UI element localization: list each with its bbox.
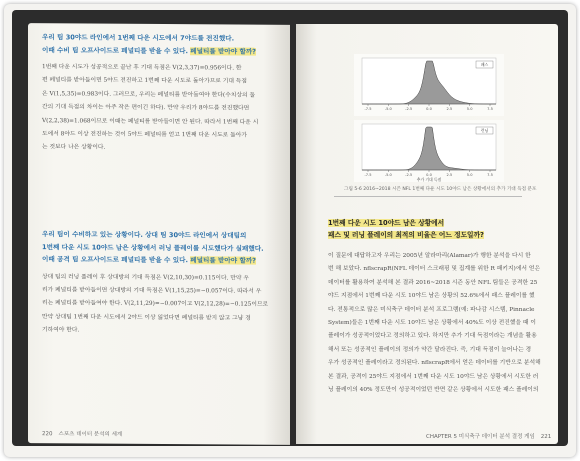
question-heading: 우리 팀 30야드 라인에서 1번째 다운 시도에서 7야드를 전진했다. — [42, 33, 235, 43]
legend-label: 패스 — [480, 62, 489, 68]
figure-caption: 그림 5-6 2016~2018 시즌 NFL 1번째 다운 시도 10야드 남은 상황에서의 추가 기대 득점 분포 — [344, 187, 537, 192]
right-section — [328, 217, 552, 397]
body-line: 는 것보다 나은 상황이다. — [42, 144, 106, 152]
body-line: 은 V(1,5,35)=0.983이다. 그러므로, 우리는 페널티를 받아들여야 한다(수치상의 둘 — [42, 90, 256, 99]
page-number: 220 — [42, 431, 53, 438]
x-tick-label: 2.5 — [446, 107, 453, 111]
divider — [334, 196, 522, 197]
x-tick-label: 5.0 — [466, 107, 473, 111]
body-line: 본 결과, 공격이 25야드 지점에서 1번째 다운 시도 10야드 남은 상황에서 시도한 러 — [328, 373, 539, 380]
question-heading: 이때 수비 팀 오프사이드로 페널티를 받을 수 있다. 페널티를 받아야 할까? — [42, 45, 257, 56]
pass-chart — [354, 54, 504, 116]
body-line: 상대 팀의 러닝 플레이 후 상대방의 기대 득점은 V(2,10,30)=0.115이다. 만약 우 — [42, 273, 249, 282]
x-tick-label: 0.0 — [426, 107, 432, 111]
body-line: 다. 전통적으로 많은 미식축구 데이터 분석 프로그램(예: 파나감 시스템, Pinnacle — [328, 306, 535, 313]
x-tick-label: 2.5 — [446, 173, 453, 177]
body-text — [328, 250, 552, 397]
question-heading: 1번째 다운 시도 10야드 남은 상황에서 러닝 플레이를 시도했다가 실패했다. — [42, 242, 264, 253]
run-distribution-chart — [354, 120, 504, 182]
book-title: 스포츠 데이터 분석의 세계 — [58, 431, 123, 438]
x-tick-label: -5.0 — [384, 173, 392, 177]
legend-label: 런닝 — [480, 128, 489, 134]
right-page — [296, 24, 558, 444]
body-line: 이 질문에 대답하고자 우리는 2005년 알라마리(Alamar)가 행한 분석을 다시 한 — [328, 253, 531, 259]
body-line: 간의 기대 득점의 차이는 아주 작은 편이긴 하다). 만약 우리가 8야드를 전진했다면 — [42, 104, 250, 112]
section-heading: 1번째 다운 시도 10야드 남은 상황에서 — [328, 219, 445, 227]
body-line: 플레이가 성공적이었다고 정의하고 있다. 하지만 추가 기대 득점이라는 개념을 활용 — [328, 333, 537, 340]
body-line: 리는 페널티를 받아들여야 한다. V(2,11,29)=−0.007이고 V(2,12,28)=−0.125이므로 — [42, 300, 269, 309]
body-line: 해서 또는 성공적인 플레이의 정의가 약간 달라진다. 즉, 기대 득점이 늘어나는 경 — [328, 346, 532, 353]
highlight: 페널티를 받아야 할까? — [190, 46, 257, 56]
x-tick-label: -5.0 — [384, 107, 392, 111]
body-text — [42, 271, 282, 340]
body-text — [42, 61, 282, 157]
body-line: 번 해 보았다. nflscrapR(NFL 데이터 스크래핑 및 집계를 위한 R 패키지)에서 얻은 — [328, 266, 541, 273]
x-tick-label: 7.5 — [487, 173, 493, 177]
body-line: 1번째 다운 시도가 성공적으로 끝난 후 기대 득점은 V(2,3,37)=0.956이다. 한 — [42, 64, 242, 72]
x-tick-label: -2.5 — [405, 107, 413, 111]
question-heading: 우리 팀이 수비하고 있는 상황이다. 상대 팀 30야드 라인에서 상대팀의 — [42, 230, 247, 240]
run-chart — [354, 120, 504, 182]
body-line: 리가 페널티를 받아들이면 상대방의 기대 득점은 V(1,15,25)=−0.057이다. 따라서 우 — [42, 287, 262, 295]
body-line: 닝 플레이의 40% 정도만이 성공적이었던 반면 같은 상황에서 시도한 패스 플레이의 — [328, 387, 539, 394]
question-heading: 이때 공격 팀 오프사이드로 페널티를 받을 수 있다. 페널티를 받아야 할까? — [42, 255, 257, 265]
x-tick-label: -7.5 — [364, 173, 372, 177]
x-tick-label: -2.5 — [405, 173, 413, 177]
pass-distribution-chart — [354, 54, 504, 116]
x-axis-label: 추가 기대 득점 — [416, 177, 442, 182]
left-section-1 — [42, 31, 282, 157]
left-section-2 — [42, 228, 282, 339]
chapter-title: CHAPTER 5 미식축구 데이터 분석 결정 게임 — [426, 434, 535, 440]
body-line: 기하여야 한다. — [42, 327, 80, 334]
x-tick-label: 7.5 — [487, 107, 493, 111]
body-line: 야드 지점에서 1번째 다운 시도 10야드 남은 상황의 52.6%에서 패스 플레이를 했 — [328, 293, 535, 300]
body-line: 도에서 8야드 이상 전진하는 것이 5야드 페널티를 얻고 1번째 다운 시도로 돌아가 — [42, 131, 247, 139]
body-line: 우가 성공적인 플레이라고 정의된다. nflscrapR에서 얻은 데이터를 기반으로 분석해 — [328, 360, 541, 367]
left-page — [28, 23, 290, 445]
body-line: 편 페널티를 받아들이면 5야드 전진하고 1번째 다운 시도로 돌아가므로 기대 득점 — [42, 77, 247, 86]
x-tick-label: 5.0 — [466, 173, 473, 177]
body-line: 만약 상대팀 1번째 다운 시도에서 2야드 이상 잃었다면 페널티를 받지 않고 그냥 경 — [42, 313, 251, 322]
page-footer — [42, 429, 122, 438]
page-number: 221 — [540, 434, 552, 440]
body-line: 데이터를 활용하여 분석해 본 결과 2016~2018 시즌 동안 NFL 팀들은 공격한 25 — [328, 279, 538, 286]
section-heading: 패스 및 러닝 플레이의 최적의 비율은 어느 정도일까? — [328, 231, 484, 239]
body-line: System)들은 1번째 다운 시도 10야드 남은 상황에서 40%도 이상 전진했을 때 이 — [328, 320, 536, 327]
x-tick-label: -7.5 — [364, 107, 372, 111]
x-tick-label: 0.0 — [426, 173, 432, 177]
open-book — [12, 10, 568, 446]
highlight: 페널티를 받아야 할까? — [190, 256, 257, 265]
body-line: V(2,2,38)=1.068이므로 이때는 페널티를 받아들이면 안 된다. 따라서 1번째 다운 시 — [42, 117, 259, 126]
page-footer — [426, 432, 551, 440]
